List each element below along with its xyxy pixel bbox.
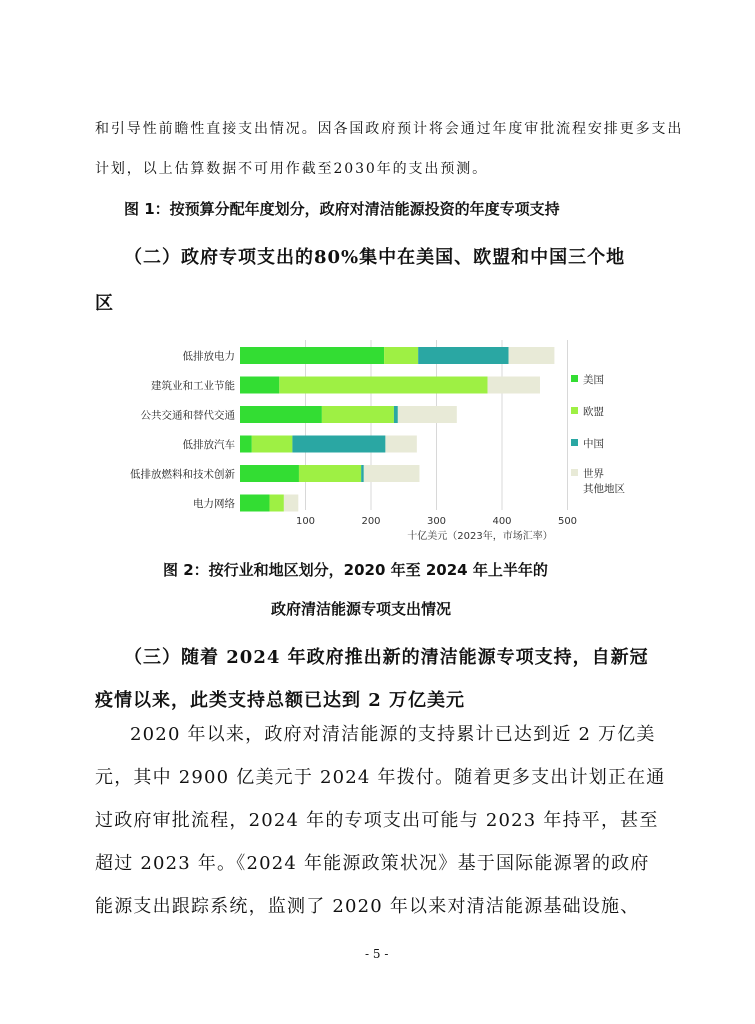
- section-3-heading-line-1: （三）随着 2024 年政府推出新的清洁能源专项支持，自新冠: [124, 647, 649, 668]
- bar-segment: [240, 436, 252, 453]
- chart-gridlines: [306, 340, 568, 510]
- figure-1-caption: 图 1：按预算分配年度划分，政府对清洁能源投资的年度专项支持: [124, 200, 560, 218]
- category-label: 低排放电力: [182, 350, 235, 363]
- bar-segment: [398, 406, 457, 423]
- category-label: 建筑业和工业节能: [151, 380, 235, 392]
- bar-segment: [509, 347, 555, 364]
- legend-swatch: [571, 469, 578, 476]
- legend-label: 其他地区: [583, 483, 625, 495]
- bar-segment: [240, 377, 279, 394]
- figure-2-caption-line-1: 图 2：按行业和地区划分，2020 年至 2024 年上半年的: [163, 561, 548, 579]
- bar-segment: [240, 495, 269, 512]
- bar-segment: [279, 377, 487, 394]
- chart-x-ticks: [296, 516, 577, 527]
- paragraph-line: 元，其中 2900 亿美元于 2024 年拨付。随着更多支出计划正在通: [95, 767, 666, 788]
- legend-swatch: [571, 375, 578, 382]
- legend-swatch: [571, 439, 578, 446]
- x-tick-label: 400: [492, 516, 512, 527]
- bar-segment: [240, 347, 384, 364]
- category-label: 低排放燃料和技术创新: [130, 468, 235, 481]
- legend-label: 中国: [583, 438, 604, 450]
- chart-category-labels: [130, 350, 235, 511]
- paragraph-line: 过政府审批流程，2024 年的专项支出可能与 2023 年持平，甚至: [95, 810, 659, 831]
- x-tick-label: 500: [557, 516, 578, 527]
- chart-bars: [240, 347, 554, 512]
- intro-text-line-1: 和引导性前瞻性直接支出情况。因各国政府预计将会通过年度审批流程安排更多支出: [95, 121, 684, 137]
- chart-x-axis-label: 十亿美元（2023年，市场汇率）: [407, 531, 553, 542]
- category-label: 公共交通和替代交通: [140, 409, 235, 422]
- page-number: - 5 -: [365, 947, 389, 961]
- bar-segment: [252, 436, 293, 453]
- intro-text-line-2: 计划，以上估算数据不可用作截至2030年的支出预测。: [95, 161, 489, 177]
- section-2-heading-line-1: （二）政府专项支出的80%集中在美国、欧盟和中国三个地: [124, 247, 626, 268]
- legend-swatch: [571, 407, 578, 414]
- category-label: 电力网络: [193, 498, 235, 510]
- figure-2-chart: [0, 330, 755, 550]
- bar-segment: [322, 406, 394, 423]
- figure-2-caption-line-2: 政府清洁能源专项支出情况: [271, 600, 452, 618]
- paragraph-line: 2020 年以来，政府对清洁能源的支持累计已达到近 2 万亿美: [130, 724, 656, 745]
- bar-segment: [240, 406, 322, 423]
- bar-segment: [299, 465, 361, 482]
- legend-label: 世界: [583, 468, 604, 480]
- bar-segment: [394, 406, 398, 423]
- legend-label: 欧盟: [583, 406, 604, 418]
- bar-segment: [488, 377, 540, 394]
- bar-segment: [240, 465, 299, 482]
- chart-legend: [571, 373, 625, 495]
- bar-segment: [418, 347, 508, 364]
- bar-segment: [292, 436, 385, 453]
- section-3-heading-line-2: 疫情以来，此类支持总额已达到 2 万亿美元: [95, 690, 466, 711]
- bar-segment: [284, 495, 298, 512]
- legend-label: 美国: [583, 374, 604, 386]
- x-tick-label: 300: [426, 516, 447, 527]
- section-2-heading-line-2: 区: [95, 293, 114, 314]
- category-label: 低排放汽车: [182, 439, 235, 451]
- bar-segment: [385, 436, 416, 453]
- x-tick-label: 100: [295, 516, 316, 527]
- paragraph-line: 超过 2023 年。《2024 年能源政策状况》基于国际能源署的政府: [95, 853, 650, 874]
- bar-segment: [361, 465, 364, 482]
- bar-segment: [364, 465, 420, 482]
- paragraph-line: 能源支出跟踪系统，监测了 2020 年以来对清洁能源基础设施、: [95, 896, 640, 917]
- x-tick-label: 200: [361, 516, 381, 527]
- bar-segment: [384, 347, 418, 364]
- bar-segment: [269, 495, 283, 512]
